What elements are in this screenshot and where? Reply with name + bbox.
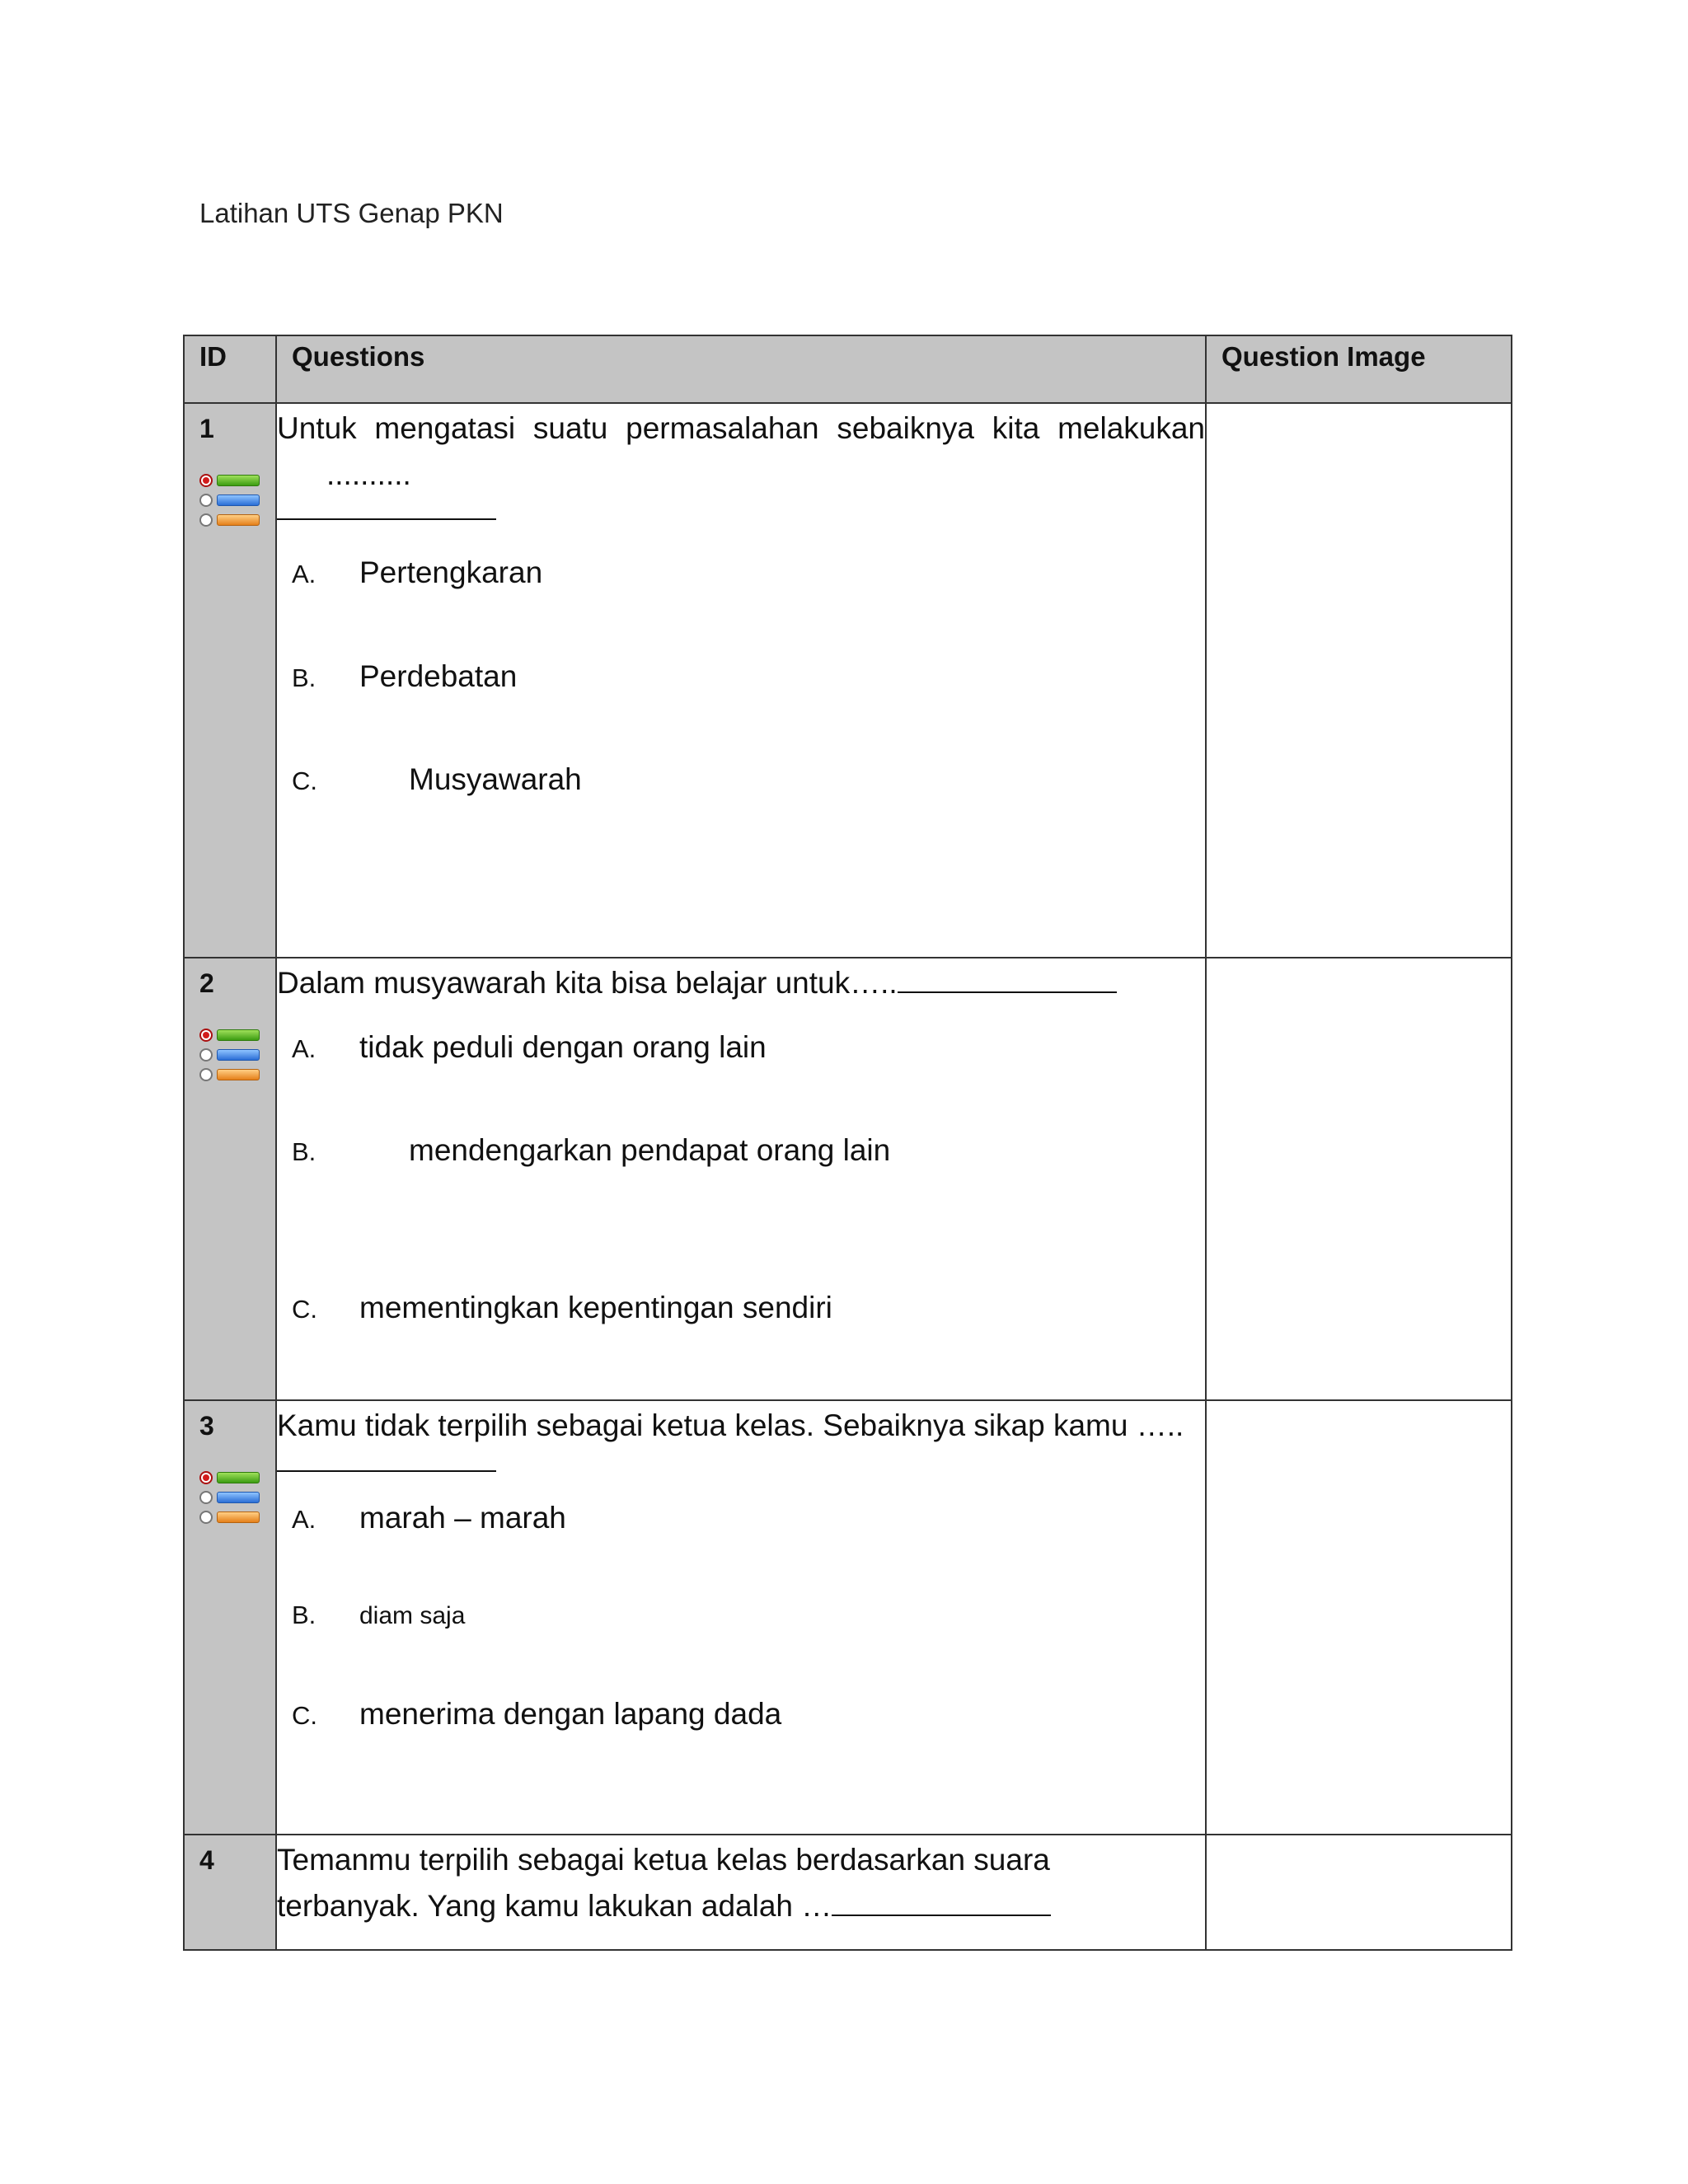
table-row [184, 403, 1512, 958]
multiple-choice-icon [199, 471, 262, 530]
option-a: A. marah – marah [292, 1500, 566, 1535]
question-image-cell [1206, 403, 1512, 958]
option-b: B. Perdebatan [292, 658, 518, 693]
question-text: Temanmu terpilih sebagai ketua kelas berdasarkan suara terbanyak. Yang kamu lakukan adalah … [277, 1843, 1050, 1923]
answer-blank [898, 967, 1117, 993]
question-cell [276, 958, 1206, 1400]
option-b: B. diam saja [292, 1601, 466, 1629]
header-questions: Questions [276, 335, 1206, 403]
header-id: ID [184, 335, 276, 403]
table-row [184, 958, 1512, 1400]
question-cell [276, 1400, 1206, 1835]
question-text: Dalam musyawarah kita bisa belajar untuk….. [277, 966, 898, 1000]
table-header-row [184, 335, 1512, 403]
question-id: 1 [199, 414, 214, 443]
table-row [184, 1400, 1512, 1835]
question-text: Kamu tidak terpilih sebagai ketua kelas. Sebaiknya sikap kamu ….. [277, 1408, 1184, 1442]
header-question-image: Question Image [1206, 335, 1512, 403]
question-cell [276, 403, 1206, 958]
option-b: B. mendengarkan pendapat orang lain [292, 1133, 891, 1167]
question-text: Untuk mengatasi suatu permasalahan sebaiknya kita melakukan [277, 411, 1205, 445]
question-text-continued: .......... [326, 457, 411, 491]
id-cell [184, 1400, 276, 1835]
answer-blank [277, 1452, 496, 1472]
questions-table [183, 335, 1512, 1951]
option-c: C. menerima dengan lapang dada [292, 1696, 782, 1731]
table-row [184, 1835, 1512, 1950]
id-cell [184, 958, 276, 1400]
id-cell [184, 403, 276, 958]
option-a: A. Pertengkaran [292, 555, 543, 589]
document-title: Latihan UTS Genap PKN [199, 198, 504, 228]
question-image-cell [1206, 958, 1512, 1400]
answer-blank [832, 1890, 1051, 1916]
id-cell [184, 1835, 276, 1950]
question-image-cell [1206, 1400, 1512, 1835]
answer-blank [277, 500, 496, 520]
multiple-choice-icon [199, 1025, 262, 1085]
option-c: C. Musyawarah [292, 762, 582, 796]
option-a: A. tidak peduli dengan orang lain [292, 1029, 767, 1064]
question-id: 2 [199, 968, 214, 998]
question-image-cell [1206, 1835, 1512, 1950]
multiple-choice-icon [199, 1468, 262, 1527]
question-id: 3 [199, 1411, 214, 1441]
option-c: C. mementingkan kepentingan sendiri [292, 1290, 832, 1324]
question-id: 4 [199, 1845, 214, 1875]
question-cell [276, 1835, 1206, 1950]
